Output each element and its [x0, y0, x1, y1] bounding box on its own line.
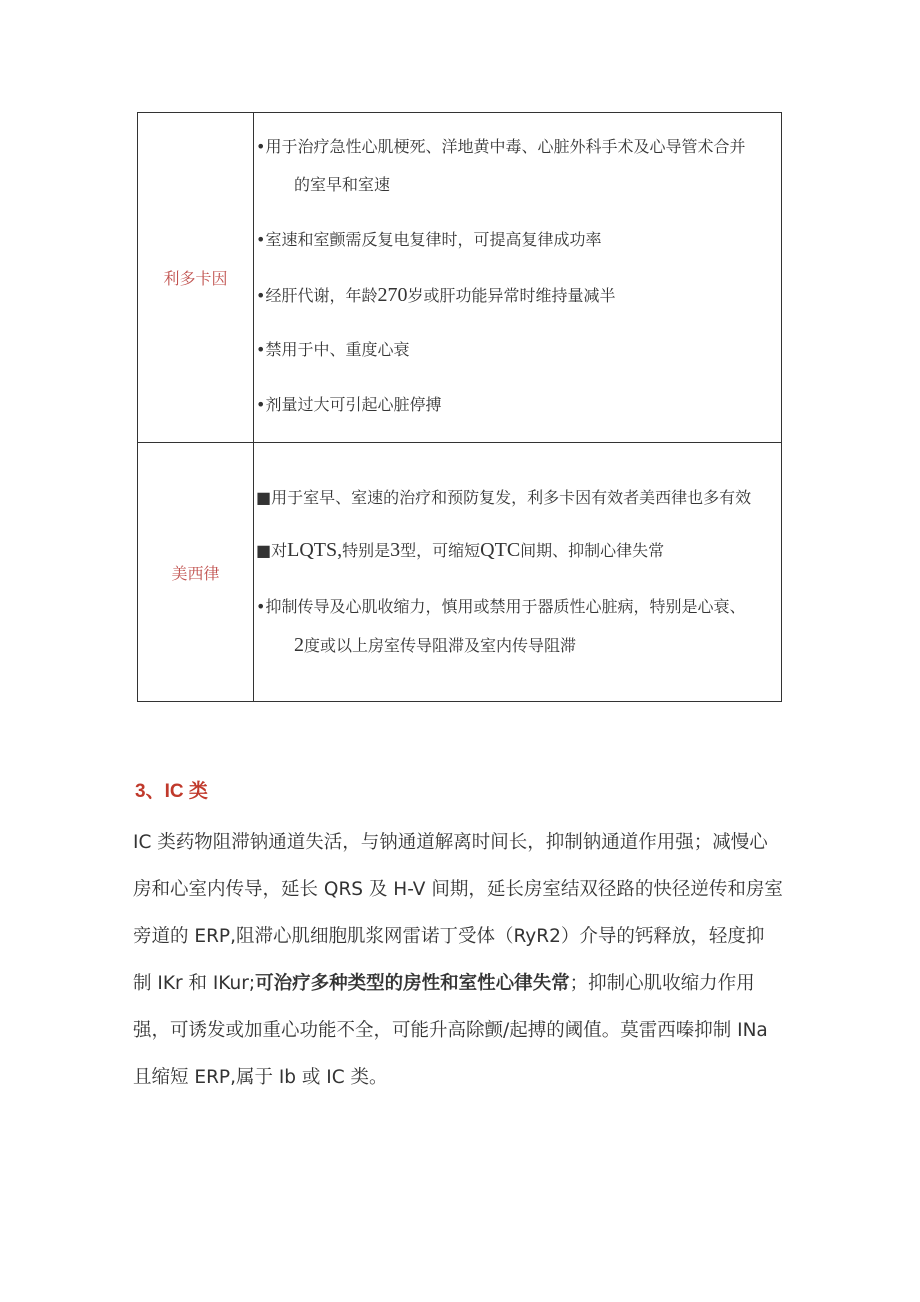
- section-body: [133, 819, 793, 1101]
- list-item: [256, 588, 775, 665]
- drug-notes-cell: [254, 443, 782, 702]
- bullet-list: [254, 443, 781, 701]
- body-text: ；抑制心肌收缩力作用: [569, 973, 755, 994]
- body-line: IC 类药物阻滞钠通道失活，与钠通道解离时间长，抑制钠通道作用强；减慢心: [133, 832, 768, 853]
- body-line: [133, 960, 793, 1007]
- type-number: 3: [390, 539, 401, 561]
- table-row: [138, 443, 782, 702]
- bullet-text: •禁用于中、重度心衰: [256, 340, 410, 359]
- body-line: 旁道的 ERP,阻滞心肌细胞肌浆网雷诺丁受体（RyR2）介导的钙释放，轻度抑: [133, 926, 765, 947]
- body-line: 房和心室内传导，延长 QRS 及 H-V 间期，延长房室结双径路的快径逆传和房室: [133, 879, 783, 900]
- body-text: 制 IKr 和 IKur;: [133, 973, 256, 994]
- section-heading: 3、IC 类: [135, 781, 208, 802]
- bullet-text-continued: 的室早和室速: [294, 175, 391, 194]
- bullet-text: •经肝代谢，年龄: [256, 286, 378, 305]
- list-item: [256, 221, 775, 259]
- drug-name-cell: [138, 443, 254, 702]
- bullet-text-continued: [256, 626, 775, 665]
- drug-name-cell: [138, 113, 254, 443]
- list-item: [256, 386, 775, 424]
- bullet-list: [254, 113, 781, 442]
- bullet-text: 度或以上房室传导阻滞及室内传导阻滞: [304, 636, 577, 655]
- bullet-text: •室速和室颤需反复电复律时，可提高复律成功率: [256, 230, 602, 249]
- bullet-text: •用于治疗急性心肌梗死、洋地黄中毒、心脏外科手术及心导管术合并: [256, 137, 746, 156]
- bullet-text: •抑制传导及心肌收缩力，慎用或禁用于器质性心脏病，特别是心衰、: [256, 597, 746, 616]
- bullet-text: 间期、抑制心律失常: [520, 541, 665, 560]
- bullet-text: 特别是: [342, 541, 391, 560]
- list-item: [256, 276, 775, 315]
- list-item: [256, 331, 775, 369]
- body-line: 强，可诱发或加重心功能不全，可能升高除颤/起搏的阈值。莫雷西嗪抑制 INa: [133, 1020, 768, 1041]
- list-item: [256, 531, 775, 570]
- bullet-text: 岁或肝功能异常时维持量减半: [407, 286, 616, 305]
- drug-notes-cell: [254, 113, 782, 443]
- term-qtc: QTC: [480, 539, 521, 561]
- body-line: 且缩短 ERP,属于 Ib 或 IC 类。: [133, 1067, 388, 1088]
- bullet-text: ■用于室早、室速的治疗和预防复发，利多卡因有效者美西律也多有效: [256, 488, 752, 507]
- bullet-text: 型，可缩短: [400, 541, 481, 560]
- bullet-text: •剂量过大可引起心脏停搏: [256, 395, 442, 414]
- list-item: [256, 128, 775, 204]
- age-value: 270: [377, 284, 408, 306]
- term-lqts: LQTS,: [287, 539, 343, 561]
- list-item: [256, 479, 775, 517]
- emphasis-text: 可治疗多种类型的房性和室性心律失常: [255, 973, 570, 994]
- drug-name: 美西律: [171, 563, 220, 583]
- drug-table: [137, 112, 782, 702]
- drug-name: 利多卡因: [163, 269, 228, 288]
- bullet-text: ■对: [256, 541, 288, 560]
- degree-number: 2: [294, 634, 304, 656]
- table-row: [138, 113, 782, 443]
